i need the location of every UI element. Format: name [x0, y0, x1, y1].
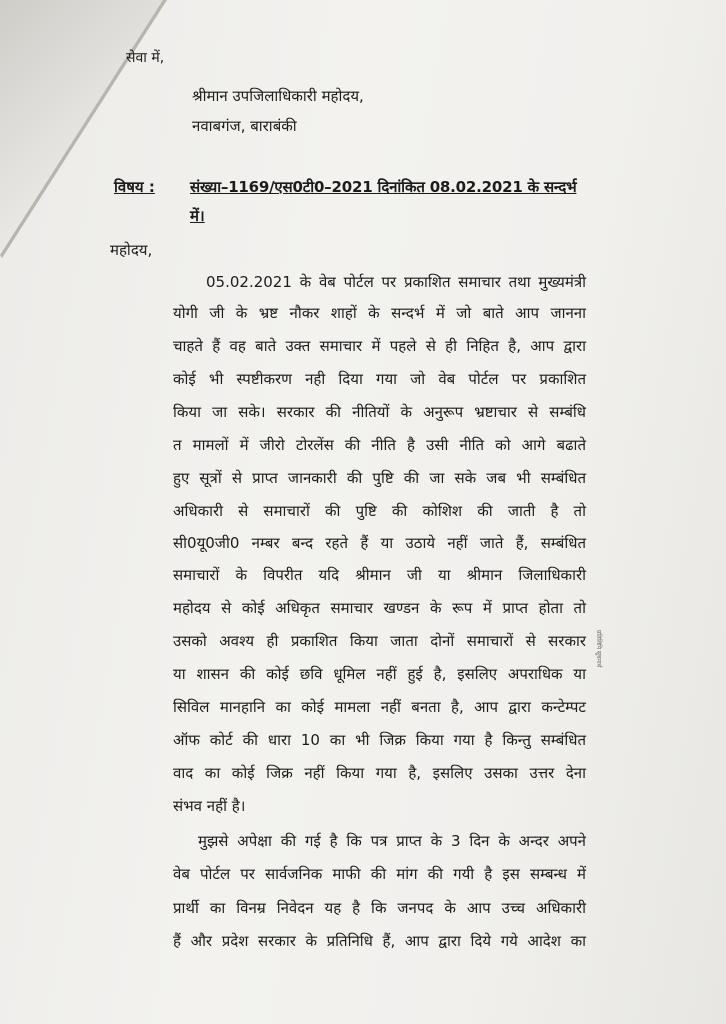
- body-line: सिविल मानहानि का कोई मामला नहीं बनता है, आप द्वारा कन्टेम्पट: [173, 698, 586, 716]
- body-line: समाचारों के विपरीत यदि श्रीमान जी या श्रीमान जिलाधिकारी: [173, 566, 586, 584]
- subject-line-1: संख्या–1169/एस0टी0–2021 दिनांकित 08.02.2021 के सन्दर्भ: [190, 178, 577, 196]
- body-line: हुए सूत्रों से प्राप्त जानकारी की पुष्टि की जा सके जब भी सम्बंधित: [173, 469, 586, 487]
- folded-corner: [0, 0, 180, 260]
- body-line: सी0यू0जी0 नम्बर बन्द रहते हैं या उठाये नहीं जाते हैं, सम्बंधित: [173, 534, 586, 552]
- body-line: मुझसे अपेक्षा की गई है कि पत्र प्राप्त के 3 दिन के अन्दर अपने: [198, 832, 586, 850]
- body-line: संभव नहीं है।: [173, 797, 246, 815]
- body-line: उसको अवश्य ही प्रकाशित किया जाता दोनों समाचारों से सरकार: [173, 632, 586, 650]
- body-line: कोई भी स्पष्टीकरण नही दिया गया जो वेब पोर्टल पर प्रकाशित: [173, 370, 586, 388]
- body-line: प्रार्थी का विनम्र निवेदन यह है कि जनपद के आप उच्च अधिकारी: [173, 899, 586, 917]
- opening-fragment: सेवा में,: [126, 50, 165, 66]
- body-line: महोदय से कोई अधिकृत समाचार खण्डन के रूप में प्राप्त होता तो: [173, 599, 586, 617]
- body-line: चाहते हैं वह बाते उक्त समाचार में पहले से ही निहित है, आप द्वारा: [173, 337, 586, 355]
- addressee-line-1: श्रीमान उपजिलाधिकारी महोदय,: [192, 87, 364, 105]
- subject-line-2: में।: [190, 207, 205, 225]
- greeting: महोदय,: [110, 241, 153, 259]
- body-line: किया जा सके। सरकार की नीतियों के अनुरूप भ्रष्टाचार से सम्बंधि: [173, 403, 586, 421]
- body-line: ऑफ कोर्ट की धारा 10 का भी जिक्र किया गया है किन्तु सम्बंधित: [173, 731, 586, 749]
- body-line: 05.02.2021 के वेब पोर्टल पर प्रकाशित समाचार तथा मुख्यमंत्री: [206, 273, 586, 291]
- body-line: अधिकारी से समाचारों की पुष्टि की कोशिश की जाती है तो: [173, 502, 586, 520]
- body-line: या शासन की कोई छवि धूमिल नहीं हुई है, इसलिए अपराधिक या: [173, 665, 586, 683]
- body-line: त मामलों में जीरो टोरलेंस की नीति है उसी नीति को आगे बढाते: [173, 436, 586, 454]
- body-line: योगी जी के भ्रष्ट नौकर शाहों के सन्दर्भ में जो बाते आप जानना: [173, 304, 586, 322]
- subject-label: विषय :: [114, 178, 155, 196]
- body-line: वेब पोर्टल पर सार्वजनिक माफी की मांग की गयी है इस सम्बन्ध में: [173, 865, 586, 883]
- addressee-line-2: नवाबगंज, बाराबंकी: [192, 117, 297, 135]
- margin-note: प्रतिलिपि सूचनार्थ: [595, 630, 602, 668]
- body-line: वाद का कोई जिक्र नहीं किया गया है, इसलिए उसका उत्तर देना: [173, 764, 586, 782]
- body-line: हैं और प्रदेश सरकार के प्रतिनिधि हैं, आप द्वारा दिये गये आदेश का: [173, 932, 586, 950]
